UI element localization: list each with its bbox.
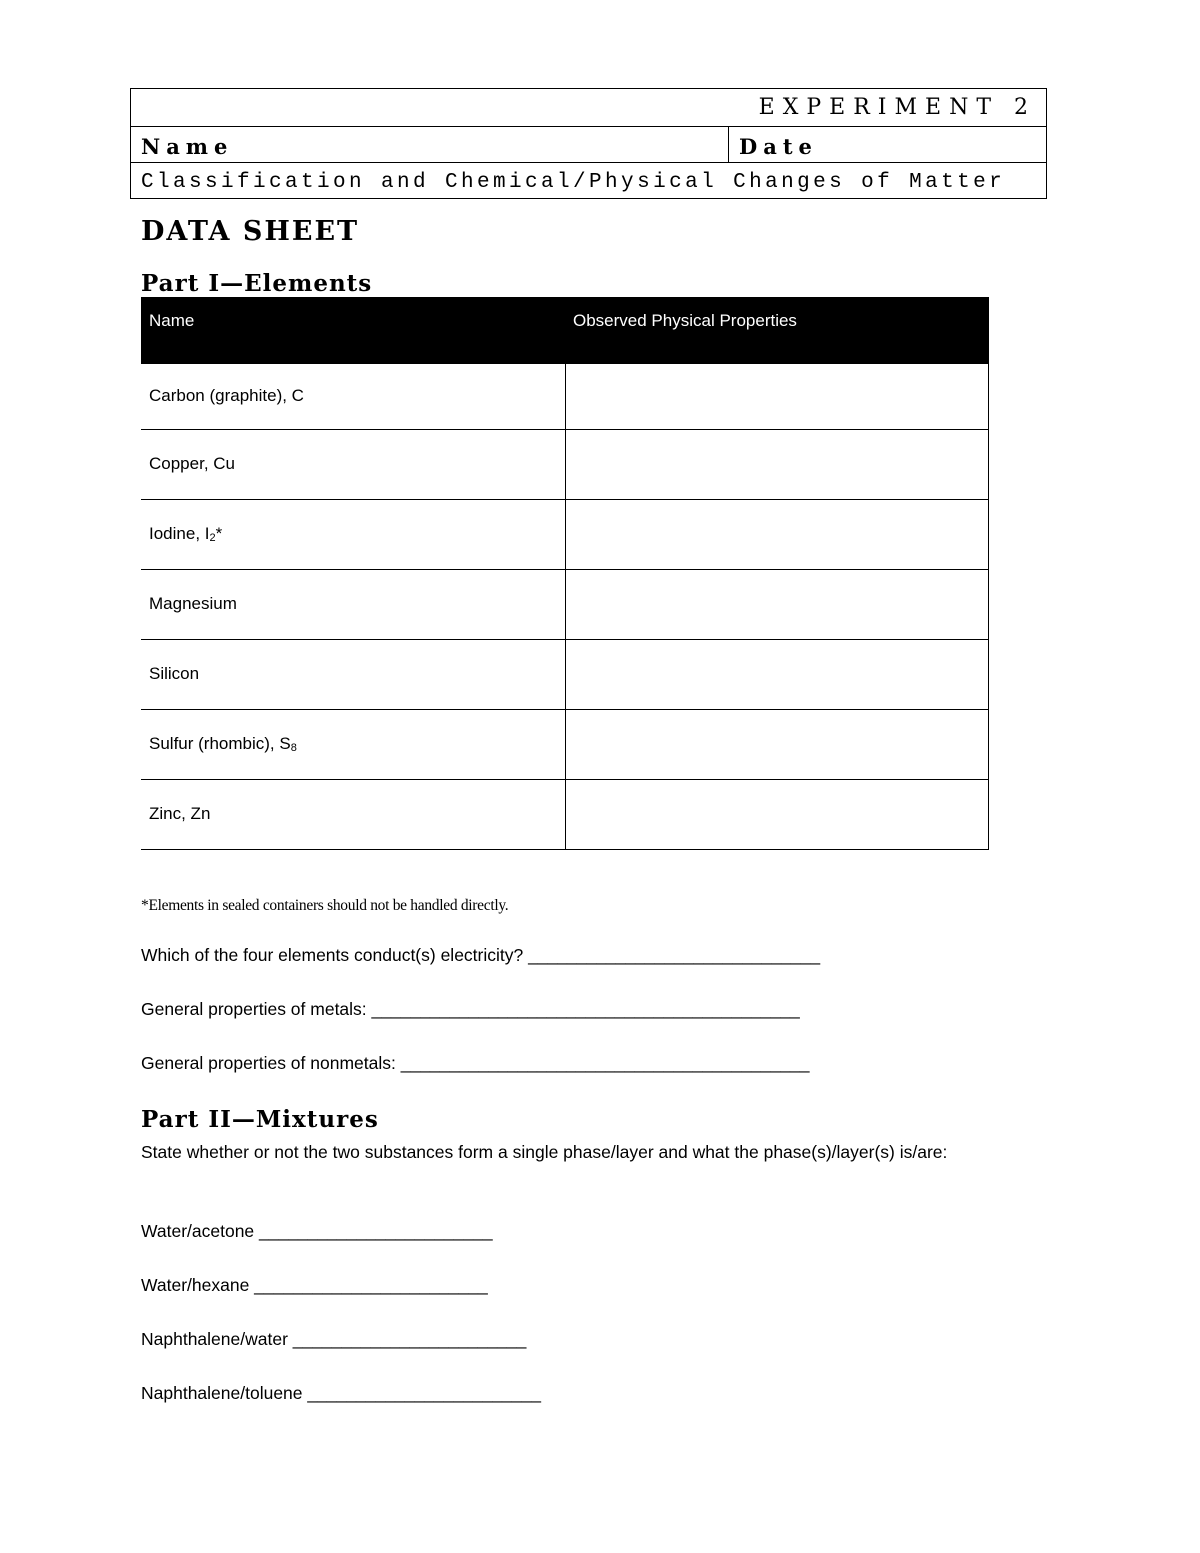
element-name: Zinc, Zn <box>141 779 565 849</box>
header-row-name-date <box>131 126 1046 162</box>
mixture-water-acetone[interactable]: Water/acetone ________________________ <box>141 1221 493 1241</box>
part2-title: Part II—Mixtures <box>141 1106 379 1133</box>
header-row-experiment <box>131 89 1046 126</box>
table-row <box>141 499 989 569</box>
table-row <box>141 779 989 849</box>
name-field[interactable] <box>131 127 729 162</box>
header-row-subtitle <box>131 162 1046 198</box>
question-conductivity[interactable]: Which of the four elements conduct(s) electricity? ______________________________ <box>141 945 821 965</box>
mixture-naphthalene-water[interactable]: Naphthalene/water ________________________ <box>141 1329 527 1349</box>
table-row <box>141 639 989 709</box>
table-row <box>141 363 989 429</box>
table-row <box>141 569 989 639</box>
table-row <box>141 429 989 499</box>
element-name: Carbon (graphite), C <box>141 363 565 429</box>
part2-instructions: State whether or not the two substances form a single phase/layer and what the phase(s)/layer(s) is/are: <box>141 1142 948 1162</box>
date-field[interactable] <box>729 127 1046 162</box>
column-header-name: Name <box>141 297 565 363</box>
element-name: Sulfur (rhombic), $S_8$ <box>141 709 565 779</box>
properties-cell[interactable] <box>565 569 989 639</box>
mixture-water-hexane[interactable]: Water/hexane ________________________ <box>141 1275 488 1295</box>
properties-cell[interactable] <box>565 779 989 849</box>
properties-cell[interactable] <box>565 709 989 779</box>
question-metal-properties[interactable]: General properties of metals: ____________________________________________ <box>141 999 800 1019</box>
properties-cell[interactable] <box>565 363 989 429</box>
experiment-subtitle: Classification and Chemical/Physical Changes of Matter <box>141 171 1006 194</box>
name-label: Name <box>141 134 234 159</box>
column-header-properties: Observed Physical Properties <box>565 297 989 363</box>
header-box <box>130 88 1047 199</box>
element-name: Copper, Cu <box>141 429 565 499</box>
element-name: Magnesium <box>141 569 565 639</box>
table-header-row <box>141 297 989 363</box>
part1-title: Part I—Elements <box>141 270 373 297</box>
element-name: Silicon <box>141 639 565 709</box>
elements-table <box>141 297 989 850</box>
table-row <box>141 709 989 779</box>
properties-cell[interactable] <box>565 499 989 569</box>
question-nonmetal-properties[interactable]: General properties of nonmetals: __________________________________________ <box>141 1053 810 1073</box>
date-label: Date <box>739 134 818 159</box>
footnote: *Elements in sealed containers should not be handled directly. <box>141 897 509 914</box>
properties-cell[interactable] <box>565 429 989 499</box>
properties-cell[interactable] <box>565 639 989 709</box>
mixture-naphthalene-toluene[interactable]: Naphthalene/toluene ________________________ <box>141 1383 541 1403</box>
page-title: DATA SHEET <box>141 216 360 247</box>
element-name: Iodine, $I_2*$ <box>141 499 565 569</box>
experiment-title: EXPERIMENT 2 <box>758 95 1036 120</box>
